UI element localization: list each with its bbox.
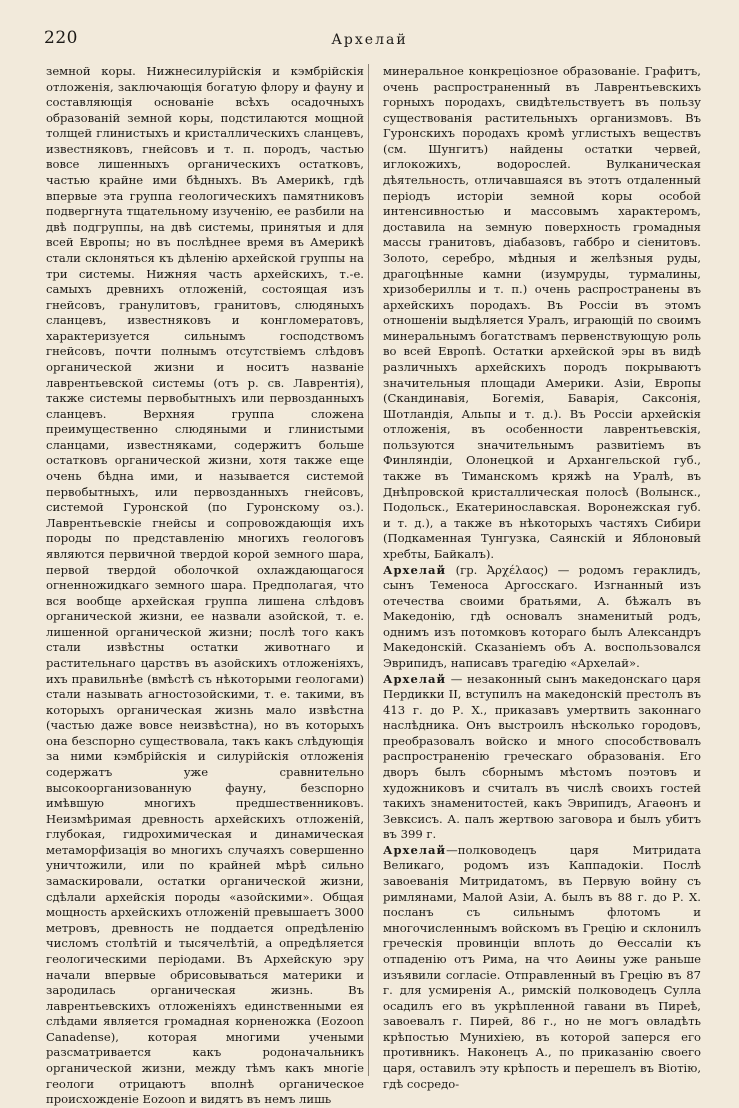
- entry-headword: Архелай: [383, 562, 447, 577]
- entry-text: (гр. Ἀρχέλαος) — родомъ гераклидъ, сынъ Теменоса Аргосскаго. Изгнанный изъ отечества своими братьями, А. бѣжалъ въ Македонію, гдѣ основалъ знаменитый родъ, однимъ изъ потомковъ котораго былъ Александръ Македонскій. Сказаніемъ объ А. воспользовался Эврипидъ, написавъ трагедію «Архелай».: [383, 562, 701, 670]
- column-divider: [368, 64, 369, 1076]
- page-number: 220: [44, 28, 78, 48]
- entry-archelaus-3: [383, 843, 701, 1092]
- entry-text: — незаконный сынъ македонскаго царя Пердикки II, вступилъ на македонскій престолъ въ 413 г. до Р. Х., приказавъ умертвить законнаго наслѣдника. Онъ выстроилъ нѣсколько городовъ, преобразовалъ войско и много способствовалъ распространенію греческаго образованія. Его дворъ былъ сборнымъ мѣстомъ поэтовъ и художниковъ и считалъ въ числѣ своихъ гостей такихъ знаменитостей, какъ Эврипидъ, Агаѳонъ и Зевксисъ. А. палъ жертвою заговора и былъ убитъ въ 399 г.: [383, 671, 701, 842]
- left-column-text: земной коры. Нижнесилурійскія и кэмбрійскія отложенія, заключающія богатую флору и фауну и составляющія основаніе всѣхъ осадочныхъ образованій земной коры, подстилаются мощной толщей глинистыхъ и кристаллическихъ сланцевъ, известняковъ, гнейсовъ и т. п. породъ, частью вовсе лишенныхъ органическихъ остатковъ, частью крайне ими бѣдныхъ. Въ Америкѣ, гдѣ впервые эта группа геологическихъ памятниковъ подвергнута тщательному изученію, ее разбили на двѣ подгруппы, на двѣ системы, принятыя и для всей Европы; но въ послѣднее время въ Америкѣ стали склоняться къ дѣленію архейской группы на три системы. Нижняя часть архейскихъ, т.-е. самыхъ древнихъ отложеній, состоящая изъ гнейсовъ, гранулитовъ, гранитовъ, слюдяныхъ сланцевъ, известняковъ и конгломератовъ, характеризуется сильнымъ господствомъ гнейсовъ, почти полнымъ отсутствіемъ слѣдовъ органической жизни и носитъ названіе лаврентьевской системы (отъ р. св. Лаврентія), также системы первобытныхъ или первозданныхъ сланцевъ. Верхняя группа сложена преимущественно слюдяными и глинистыми сланцами, известняками, содержитъ больше остатковъ органической жизни, хотя также еще очень бѣдна ими, и называется системой первобытныхъ, или первозданныхъ гнейсовъ, системой Гуронской (по Гуронскому оз.). Лаврентьевскіе гнейсы и сопровождающія ихъ породы по представленію многихъ геологовъ являются первичной твердой корой земного шара, первой твердой оболочкой охлаждающагося огненножидкаго земного шара. Предполагая, что вся вообще архейская группа лишена слѣдовъ органической жизни, ее назвали азойской, т. е. лишенной органической жизни; послѣ того какъ стали извѣстны остатки животнаго и растительнаго царствъ въ азойскихъ отложеніяхъ, ихъ правильнѣе (вмѣстѣ съ нѣкоторыми геологами) стали называть агностозойскими, т. е. такими, въ которыхъ органическая жизнь мало извѣстна (частью даже вовсе неизвѣстна), но въ которыхъ она безспорно существовала, такъ какъ слѣдующія за ними кэмбрійскія и силурійскія отложенія содержатъ уже сравнительно высокоорганизованную фауну, безспорно имѣвшую многихъ предшественниковъ. Неизмѣримая древность архейскихъ отложеній, глубокая, гидрохимическая и динамическая метаморфизація во многихъ случаяхъ совершенно уничтожили, или по крайней мѣрѣ сильно замаскировали, остатки органической жизни, сдѣлали архейскія породы «азойскими». Общая мощность архейскихъ отложеній превышаетъ 3000 метровъ, древность не поддается опредѣленію числомъ столѣтій и тысячелѣтій, а опредѣляется геологическими періодами. Въ Архейскую эру начали впервые обрисовываться материки и зародилась органическая жизнь. Въ лаврентьевскихъ отложеніяхъ единственными ея слѣдами является громадная корненожка (Eozoon Canadense), которая многими учеными разсматривается какъ родоначальникъ органической жизни, между тѣмъ какъ многіе геологи отрицаютъ вполнѣ органическое происхожденіе Eozoon и видятъ въ немъ лишь: [46, 64, 364, 1107]
- entry-archelaus-1: [383, 563, 701, 672]
- right-column-continuation: минеральное конкреціозное образованіе. Графитъ, очень распространенный въ Лаврентьевскихъ горныхъ породахъ, свидѣтельствуетъ въ пользу существованія растительныхъ организмовъ. Въ Гуронскихъ породахъ кромѣ углистыхъ веществъ (см. Шунгитъ) найдены остатки червей, иглокожихъ, водорослей. Вулканическая дѣятельность, отличавшаяся въ этотъ отдаленный періодъ исторіи земной коры особой интенсивностью и массовымъ характеромъ, доставила на земную поверхность громадныя массы гранитовъ, діабазовъ, габбро и сіенитовъ. Золото, серебро, мѣдныя и желѣзныя руды, драгоцѣнные камни (изумруды, турмалины, хризобериллы и т. п.) очень распространены въ архейскихъ породахъ. Въ Россіи въ этомъ отношеніи выдѣляется Уралъ, играющій по своимъ минеральнымъ богатствамъ первенствующую роль во всей Европѣ. Остатки архейской эры въ видѣ различныхъ архейскихъ породъ покрываютъ значительныя площади Америки. Азіи, Европы (Скандинавія, Богемія, Баварія, Саксонія, Шотландія, Альпы и т. д.). Въ Россіи архейскія отложенія, въ особенности лаврентьевскія, пользуются значительнымъ развитіемъ въ Финляндіи, Олонецкой и Архангельской губ., также въ Тиманскомъ кряжѣ на Уралѣ, въ Днѣпровской кристаллическая полосѣ (Волынск., Подольск., Екатеринославская. Воронежская губ. и т. д.), а также въ нѣкоторыхъ частяхъ Сибири (Подкаменная Тунгузка, Саянскій и Яблоновый хребты, Байкалъ).: [383, 64, 701, 561]
- left-column: [46, 64, 364, 1108]
- entry-headword: Архелай: [383, 842, 447, 857]
- entry-headword: Архелай: [383, 671, 447, 686]
- running-title: Архелай: [331, 32, 408, 48]
- entry-archelaus-2: [383, 672, 701, 843]
- right-column: [383, 64, 701, 1092]
- entry-text: —полководецъ царя Митридата Великаго, родомъ изъ Каппадокіи. Послѣ завоеванія Митридатомъ, въ Первую войну съ римлянами, Малой Азіи, А. былъ въ 88 г. до Р. Х. посланъ съ сильнымъ флотомъ и многочисленнымъ войскомъ въ Грецію и склонилъ греческія провинціи вплоть до Ѳессаліи къ отпаденію отъ Рима, на что Аѳины уже раньше изъявили согласіе. Отправленный въ Грецію въ 87 г. для усмиренія А., римскій полководецъ Сулла осадилъ его въ укрѣпленной гавани въ Пиреѣ, завоевалъ г. Пирей, 86 г., но не могъ овладѣть крѣпостью Мунихіею, въ которой заперся его противникъ. Наконецъ А., по приказанію своего царя, оставилъ эту крѣпость и перешелъ въ Віотію, гдѣ сосредо-: [383, 842, 701, 1091]
